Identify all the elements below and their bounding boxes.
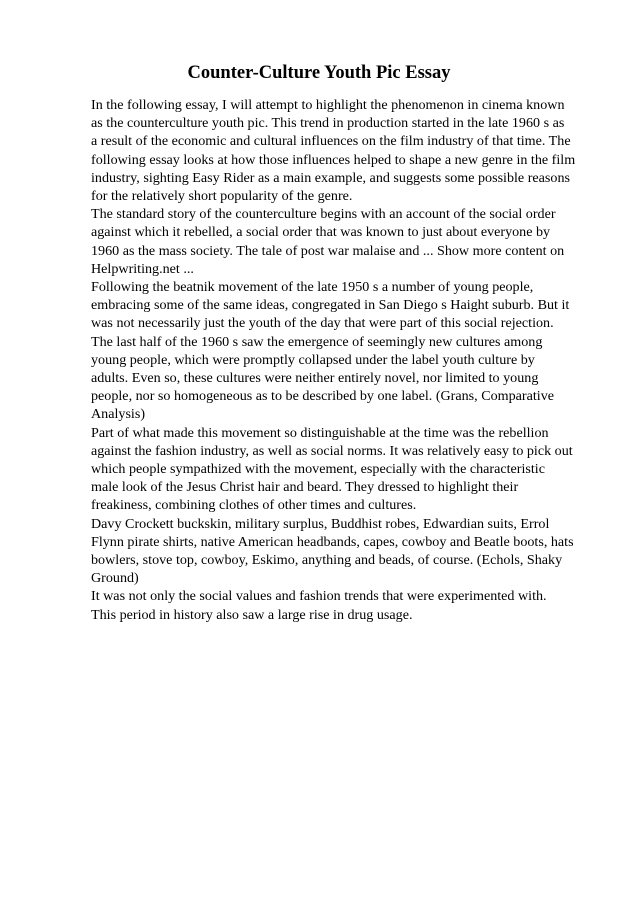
text-line: a result of the economic and cultural influences on the film industry of that time. The — [91, 133, 571, 150]
text-line: The last half of the 1960 s saw the emergence of seemingly new cultures among — [91, 333, 543, 350]
text-line: adults. Even so, these cultures were neither entirely novel, nor limited to young — [91, 370, 539, 387]
document-body — [91, 96, 591, 624]
text-line: The standard story of the counterculture begins with an account of the social order — [91, 206, 556, 223]
text-line: Part of what made this movement so distinguishable at the time was the rebellion — [91, 424, 549, 441]
text-line: freakiness, combining clothes of other times and cultures. — [91, 497, 417, 514]
text-line: 1960 as the mass society. The tale of post war malaise and ... Show more content on — [91, 242, 565, 259]
text-line: This period in history also saw a large rise in drug usage. — [91, 606, 413, 623]
text-line: was not necessarily just the youth of the day that were part of this social rejection. — [91, 315, 554, 332]
text-line: industry, sighting Easy Rider as a main example, and suggests some possible reasons — [91, 169, 570, 186]
text-line: Helpwriting.net ... — [91, 260, 194, 277]
text-line: Analysis) — [91, 406, 146, 423]
text-line: young people, which were promptly collapsed under the label youth culture by — [91, 351, 535, 368]
text-line: embracing some of the same ideas, congregated in San Diego s Haight suburb. But it — [91, 297, 570, 314]
text-line: people, nor so homogeneous as to be described by one label. (Grans, Comparative — [91, 388, 555, 405]
text-line: In the following essay, I will attempt to highlight the phenomenon in cinema known — [91, 97, 565, 113]
text-line: which people sympathized with the movement, especially with the characteristic — [91, 461, 545, 478]
text-line: Davy Crockett buckskin, military surplus, Buddhist robes, Edwardian suits, Errol — [91, 515, 550, 532]
text-line: male look of the Jesus Christ hair and beard. They dressed to highlight their — [91, 479, 519, 496]
text-line: against the fashion industry, as well as social norms. It was relatively easy to pick out — [91, 442, 573, 459]
text-line: for the relatively short popularity of the genre. — [91, 188, 353, 205]
text-line: against which it rebelled, a social order that was known to just about everyone by — [91, 224, 551, 241]
text-line: bowlers, stove top, cowboy, Eskimo, anything and beads, of course. (Echols, Shaky — [91, 552, 563, 569]
text-line: Ground) — [91, 570, 139, 587]
document-title: Counter-Culture Youth Pic Essay — [187, 63, 451, 83]
text-line: Flynn pirate shirts, native American headbands, capes, cowboy and Beatle boots, hats — [91, 533, 574, 550]
text-line: Following the beatnik movement of the late 1950 s a number of young people, — [91, 279, 534, 296]
text-line: following essay looks at how those influences helped to shape a new genre in the film — [91, 151, 576, 168]
text-line: It was not only the social values and fashion trends that were experimented with. — [91, 588, 547, 605]
text-line: as the counterculture youth pic. This trend in production started in the late 1960 s as — [91, 115, 565, 132]
